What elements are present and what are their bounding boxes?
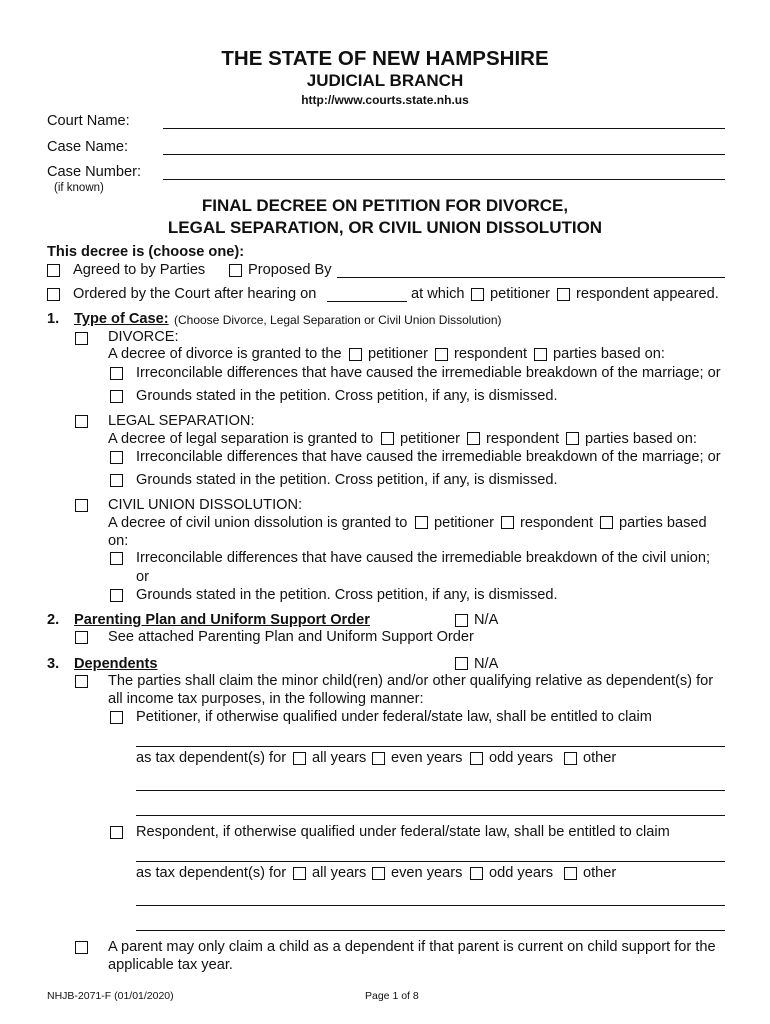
claim-text-line1: The parties shall claim the minor child(ren) and/or other qualifying relative as dependent(s) for [108, 673, 714, 689]
separation-grounds-label: Grounds stated in the petition. Cross petition, if any, is dismissed. [136, 472, 558, 488]
petitioner-appeared-label: petitioner [490, 286, 551, 302]
divorce-parties-checkbox[interactable] [534, 348, 547, 361]
court-name-field[interactable] [163, 128, 725, 129]
separation-parties-checkbox[interactable] [566, 432, 579, 445]
petitioner-all-years-checkbox[interactable] [293, 752, 306, 765]
separation-respondent-label: respondent [486, 431, 560, 447]
court-name-label: Court Name: [47, 113, 130, 129]
section2-number: 2. [47, 612, 60, 628]
petitioner-dependents-field[interactable] [136, 746, 725, 747]
petitioner-all-years-label: all years [312, 750, 367, 766]
respondent-all-years-checkbox[interactable] [293, 867, 306, 880]
separation-irreconcilable-checkbox[interactable] [110, 451, 123, 464]
petitioner-odd-years-label: odd years [489, 750, 554, 766]
civil-union-on-text: on: [108, 533, 129, 549]
civil-union-respondent-checkbox[interactable] [501, 516, 514, 529]
petitioner-odd-years-checkbox[interactable] [470, 752, 483, 765]
decree-heading: This decree is (choose one): [47, 244, 245, 260]
ordered-label: Ordered by the Court after hearing on [73, 286, 317, 302]
petitioner-other-field-2[interactable] [136, 815, 725, 816]
civil-union-grounds-label: Grounds stated in the petition. Cross petition, if any, is dismissed. [136, 587, 558, 603]
divorce-grounds-checkbox[interactable] [110, 390, 123, 403]
form-id: NHJB-2071-F (01/01/2020) [47, 990, 174, 1002]
divorce-irreconcilable-label: Irreconcilable differences that have caused the irremediable breakdown of the marriage; or [136, 365, 721, 381]
section3-na-checkbox[interactable] [455, 657, 468, 670]
divorce-irreconcilable-checkbox[interactable] [110, 367, 123, 380]
section1-heading: Type of Case: [74, 311, 169, 327]
case-number-label: Case Number: [47, 164, 142, 180]
respondent-tax-dep-label: as tax dependent(s) for [136, 865, 287, 881]
petitioner-claim-checkbox[interactable] [110, 711, 123, 724]
respondent-other-field-1[interactable] [136, 905, 725, 906]
petitioner-other-label: other [583, 750, 617, 766]
separation-petitioner-label: petitioner [400, 431, 461, 447]
respondent-other-label: other [583, 865, 617, 881]
separation-respondent-checkbox[interactable] [467, 432, 480, 445]
petitioner-tax-dep-label: as tax dependent(s) for [136, 750, 287, 766]
separation-parties-label: parties based on: [585, 431, 697, 447]
petitioner-even-years-label: even years [391, 750, 463, 766]
divorce-granted-text: A decree of divorce is granted to the [108, 346, 342, 362]
section1-note: (Choose Divorce, Legal Separation or Civil Union Dissolution) [174, 313, 502, 327]
petitioner-claim-label: Petitioner, if otherwise qualified under federal/state law, shall be entitled to claim [136, 709, 652, 725]
respondent-other-checkbox[interactable] [564, 867, 577, 880]
civil-union-checkbox[interactable] [75, 499, 88, 512]
section2-na-checkbox[interactable] [455, 614, 468, 627]
respondent-claim-label: Respondent, if otherwise qualified under federal/state law, shall be entitled to claim [136, 824, 670, 840]
see-attached-label: See attached Parenting Plan and Uniform Support Order [108, 629, 474, 645]
respondent-all-years-label: all years [312, 865, 367, 881]
divorce-grounds-label: Grounds stated in the petition. Cross petition, if any, is dismissed. [136, 388, 558, 404]
respondent-appeared-label: respondent appeared. [576, 286, 719, 302]
civil-union-petitioner-checkbox[interactable] [415, 516, 428, 529]
civil-union-respondent-label: respondent [520, 515, 594, 531]
page-number: Page 1 of 8 [365, 990, 419, 1002]
if-known-note: (if known) [54, 182, 104, 194]
petitioner-even-years-checkbox[interactable] [372, 752, 385, 765]
ordered-checkbox[interactable] [47, 288, 60, 301]
civil-union-parties-checkbox[interactable] [600, 516, 613, 529]
civil-union-irreconcilable-checkbox[interactable] [110, 552, 123, 565]
proposed-checkbox[interactable] [229, 264, 242, 277]
proposed-label: Proposed By [248, 262, 332, 278]
at-which-label: at which [411, 286, 465, 302]
respondent-odd-years-checkbox[interactable] [470, 867, 483, 880]
section1-number: 1. [47, 311, 60, 327]
current-support-checkbox[interactable] [75, 941, 88, 954]
case-number-field[interactable] [163, 179, 725, 180]
divorce-label: DIVORCE: [108, 329, 179, 345]
separation-irreconcilable-label: Irreconcilable differences that have caused the irremediable breakdown of the marriage; or [136, 449, 721, 465]
see-attached-checkbox[interactable] [75, 631, 88, 644]
respondent-even-years-checkbox[interactable] [372, 867, 385, 880]
respondent-even-years-label: even years [391, 865, 463, 881]
separation-petitioner-checkbox[interactable] [381, 432, 394, 445]
case-name-field[interactable] [163, 154, 725, 155]
divorce-checkbox[interactable] [75, 332, 88, 345]
agreed-label: Agreed to by Parties [73, 262, 206, 278]
civil-union-irreconcilable-label: Irreconcilable differences that have caused the irremediable breakdown of the civil union; [136, 550, 711, 566]
state-title: THE STATE OF NEW HAMPSHIRE [221, 47, 549, 70]
branch-title: JUDICIAL BRANCH [306, 71, 464, 90]
section3-heading: Dependents [74, 656, 158, 672]
section3-number: 3. [47, 656, 60, 672]
civil-union-grounds-checkbox[interactable] [110, 589, 123, 602]
petitioner-other-field-1[interactable] [136, 790, 725, 791]
separation-granted-text: A decree of legal separation is granted to [108, 431, 374, 447]
separation-grounds-checkbox[interactable] [110, 474, 123, 487]
court-url[interactable]: http://www.courts.state.nh.us [301, 93, 469, 107]
form-title-line2: LEGAL SEPARATION, OR CIVIL UNION DISSOLUTION [167, 218, 603, 237]
case-name-label: Case Name: [47, 139, 129, 155]
section3-na-label: N/A [474, 656, 499, 672]
civil-union-petitioner-label: petitioner [434, 515, 495, 531]
petitioner-other-checkbox[interactable] [564, 752, 577, 765]
civil-union-label: CIVIL UNION DISSOLUTION: [108, 497, 303, 513]
hearing-date-field[interactable] [327, 301, 407, 302]
separation-label: LEGAL SEPARATION: [108, 413, 255, 429]
current-support-line2: applicable tax year. [108, 957, 233, 973]
proposed-by-field[interactable] [337, 277, 725, 278]
separation-checkbox[interactable] [75, 415, 88, 428]
respondent-appeared-checkbox[interactable] [557, 288, 570, 301]
divorce-petitioner-checkbox[interactable] [349, 348, 362, 361]
petitioner-appeared-checkbox[interactable] [471, 288, 484, 301]
civil-union-parties-label: parties based [619, 515, 707, 531]
claim-text-line2: all income tax purposes, in the following manner: [108, 691, 424, 707]
agreed-checkbox[interactable] [47, 264, 60, 277]
civil-union-granted-text: A decree of civil union dissolution is granted to [108, 515, 408, 531]
respondent-dependents-field[interactable] [136, 861, 725, 862]
divorce-respondent-checkbox[interactable] [435, 348, 448, 361]
section2-na-label: N/A [474, 612, 499, 628]
divorce-parties-label: parties based on: [553, 346, 665, 362]
civil-union-or-text: or [136, 569, 149, 585]
respondent-odd-years-label: odd years [489, 865, 554, 881]
form-title-line1: FINAL DECREE ON PETITION FOR DIVORCE, [201, 196, 569, 215]
respondent-other-field-2[interactable] [136, 930, 725, 931]
respondent-claim-checkbox[interactable] [110, 826, 123, 839]
current-support-line1: A parent may only claim a child as a dependent if that parent is current on child support for the [108, 939, 716, 955]
section2-heading: Parenting Plan and Uniform Support Order [74, 612, 370, 628]
claim-checkbox[interactable] [75, 675, 88, 688]
divorce-respondent-label: respondent [454, 346, 528, 362]
divorce-petitioner-label: petitioner [368, 346, 429, 362]
